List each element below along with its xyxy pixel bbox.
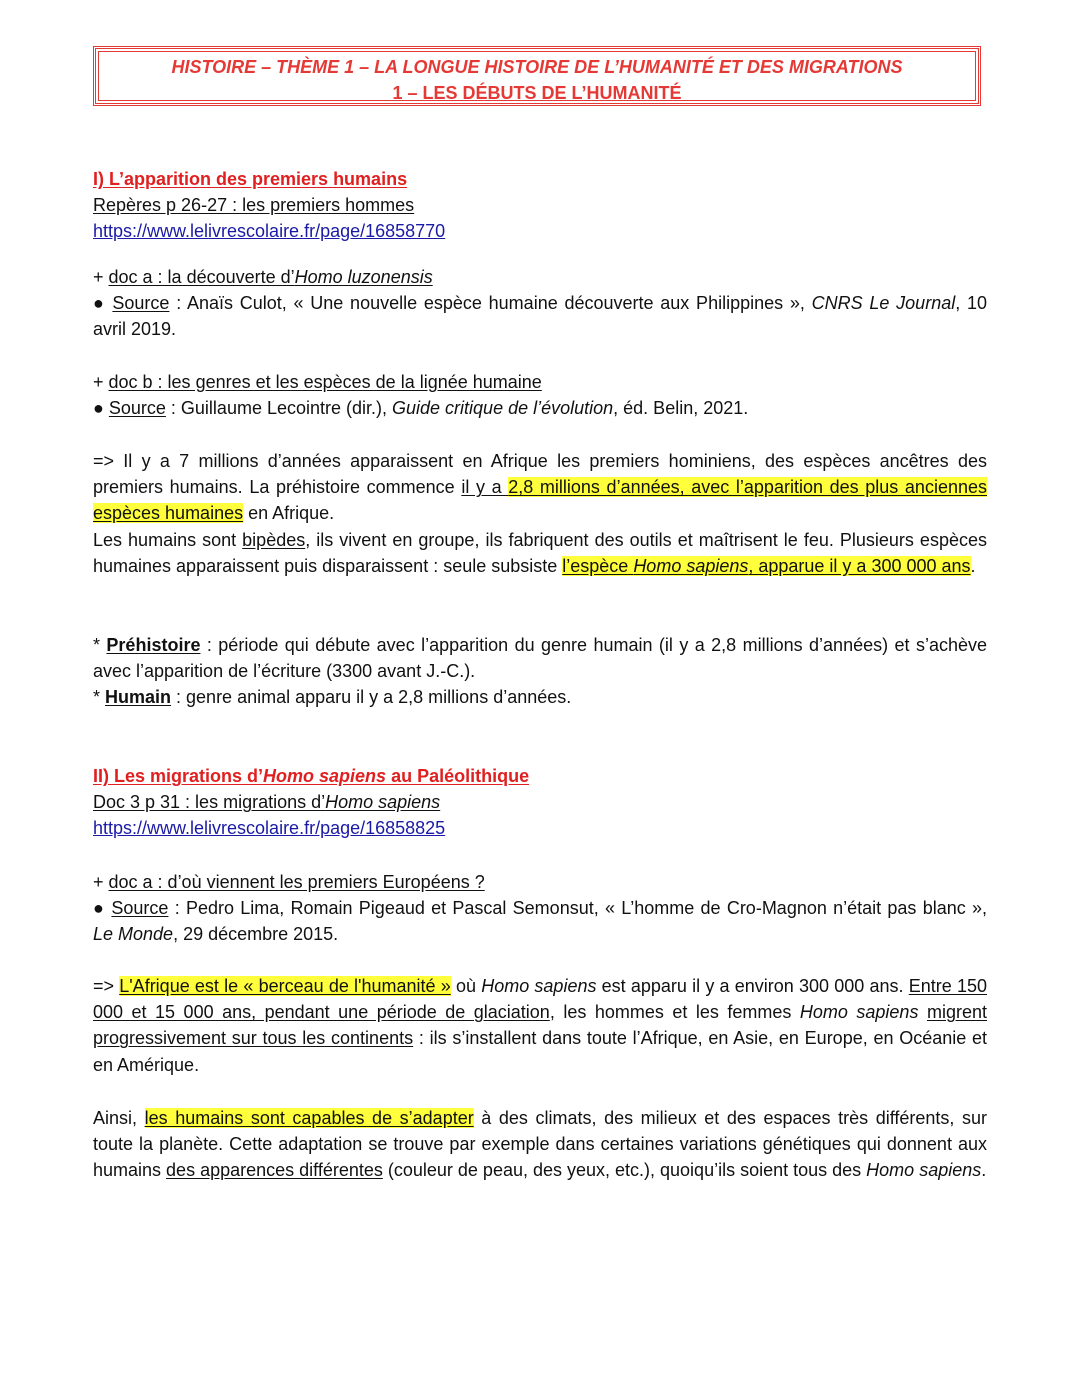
paragraph xyxy=(93,763,987,789)
paragraph xyxy=(93,684,987,710)
title-box xyxy=(93,46,981,106)
text-segment: Homo sapiens xyxy=(325,792,441,813)
text-segment: : Anaïs Culot, « Une nouvelle espèce humaine découverte aux Philippines », xyxy=(169,293,812,314)
paragraph xyxy=(93,369,987,395)
text-segment: Entre 150 000 et 15 000 ans, pendant une période de glaciation xyxy=(93,976,987,1023)
text-segment: , 10 avril 2019. xyxy=(93,293,987,340)
title-line-1: HISTOIRE – THÈME 1 – LA LONGUE HISTOIRE DE L’HUMANITÉ ET DES MIGRATIONS xyxy=(171,57,903,77)
paragraph xyxy=(93,166,987,192)
text-segment: : Pedro Lima, Romain Pigeaud et Pascal Semonsut, « L’homme de Cro-Magnon n’était pas blanc », xyxy=(168,898,987,919)
text-segment: Homo sapiens xyxy=(866,1160,982,1181)
text-segment: : ils s’installent dans toute l’Afrique, en Asie, en Europe, en Océanie et en Amérique. xyxy=(93,1028,988,1075)
paragraph xyxy=(93,789,987,815)
text-segment: Humain xyxy=(105,687,172,708)
text-segment: ● xyxy=(93,398,109,419)
summary-paragraph-1 xyxy=(93,448,987,579)
page-link[interactable]: https://www.lelivrescolaire.fr/page/16858825 xyxy=(93,818,446,839)
text-segment: en Afrique. xyxy=(243,503,335,524)
summary-paragraph-2 xyxy=(93,973,987,1078)
paragraph xyxy=(93,290,987,342)
text-segment: Ainsi, xyxy=(93,1108,145,1128)
text-segment: + xyxy=(93,267,109,287)
section-1-header xyxy=(93,166,987,245)
text-segment: Les humains sont xyxy=(93,529,243,550)
section-heading: au Paléolithique xyxy=(386,766,530,786)
paragraph xyxy=(93,815,987,841)
paragraph xyxy=(93,632,987,684)
text-segment: : genre animal apparu il y a 2,8 millions d’années. xyxy=(171,687,572,708)
paragraph xyxy=(93,973,987,1078)
paragraph xyxy=(93,218,987,244)
highlighted-text: l’espèce xyxy=(562,555,634,576)
highlighted-text: , apparue il y a 300 000 ans xyxy=(748,555,971,576)
text-segment: Préhistoire xyxy=(106,635,201,655)
text-segment xyxy=(918,1002,927,1022)
doc-b-reference xyxy=(93,369,987,421)
text-segment: => xyxy=(93,976,120,996)
paragraph xyxy=(93,527,987,579)
section-2-header xyxy=(93,763,987,842)
text-segment: Source xyxy=(108,398,166,419)
text-segment: Source xyxy=(112,293,170,314)
title-line-2: 1 – LES DÉBUTS DE L’HUMANITÉ xyxy=(392,83,682,103)
highlighted-text: les humains sont capables de s’adapter xyxy=(144,1108,474,1128)
text-segment: il y a xyxy=(461,477,509,498)
text-segment: des apparences différentes xyxy=(166,1160,383,1181)
paragraph xyxy=(93,192,987,218)
section-heading: Homo sapiens xyxy=(263,766,387,786)
text-segment: Homo luzonensis xyxy=(294,267,433,287)
text-segment: Homo sapiens xyxy=(481,976,597,996)
paragraph xyxy=(93,895,987,947)
text-segment: CNRS Le Journal xyxy=(811,293,956,314)
text-segment: bipèdes xyxy=(242,529,306,550)
paragraph xyxy=(93,264,987,290)
text-segment: : Guillaume Lecointre (dir.), xyxy=(165,398,393,419)
text-segment: , éd. Belin, 2021. xyxy=(613,398,749,419)
section-heading: II) Les migrations d’ xyxy=(93,766,264,786)
text-segment: doc b : les genres et les espèces de la lignée humaine xyxy=(108,372,542,392)
highlighted-text: Homo sapiens xyxy=(633,555,749,576)
text-segment: , les hommes et les femmes xyxy=(549,1002,800,1023)
paragraph xyxy=(93,448,987,527)
text-segment: Le Monde xyxy=(93,924,174,945)
definitions xyxy=(93,632,987,711)
text-segment: Homo sapiens xyxy=(799,1002,919,1023)
text-segment: Repères p 26-27 : les premiers hommes xyxy=(93,195,415,216)
highlighted-text: 2,8 millions d’années, avec l’apparition des plus anciennes espèces humaines xyxy=(93,477,987,524)
text-segment: * xyxy=(93,635,107,655)
text-segment: (couleur de peau, des yeux, etc.), quoiqu’ils soient tous des xyxy=(382,1160,867,1181)
text-segment: où xyxy=(450,976,482,996)
text-segment: doc a : d’où viennent les premiers Européens ? xyxy=(108,872,485,892)
summary-paragraph-3 xyxy=(93,1105,987,1184)
text-segment: ● xyxy=(93,293,113,314)
text-segment: + xyxy=(93,872,109,892)
text-segment: . xyxy=(970,555,976,576)
text-segment: + xyxy=(93,372,109,392)
text-segment: ● xyxy=(93,898,112,919)
text-segment: Doc 3 p 31 : les migrations d’ xyxy=(93,792,326,813)
text-segment: , ils vivent en groupe, ils fabriquent des outils et maîtrisent le feu. Plusieurs espèces humaines apparaissent puis disparaissent : seule subsiste xyxy=(93,529,987,576)
paragraph xyxy=(93,395,987,421)
text-segment: doc a : la découverte d’ xyxy=(108,267,295,287)
text-segment: . xyxy=(981,1160,987,1181)
text-segment: migrent progressivement sur tous les continents xyxy=(93,1002,987,1049)
highlighted-text: L'Afrique est le « berceau de l'humanité » xyxy=(119,976,451,996)
text-segment: : période qui débute avec l’apparition du genre humain (il y a 2,8 millions d’années) et s’achève avec l’apparition de l’écriture (3300 avant J.-C.). xyxy=(93,635,987,682)
text-segment: Guide critique de l’évolution xyxy=(392,398,614,419)
doc-a-reference-2 xyxy=(93,869,987,948)
text-segment: => Il y a 7 millions d’années apparaissent en Afrique les premiers hominiens, des espèces ancêtres des premiers humains. La préhistoire commence xyxy=(93,451,987,498)
section-heading: I) L’apparition des premiers humains xyxy=(93,169,408,189)
text-segment: à des climats, des milieux et des espaces très différents, sur toute la planète. Cette adaptation se trouve par exemple dans certaines variations génétiques qui donnent aux humains xyxy=(93,1108,987,1181)
paragraph xyxy=(93,1105,987,1184)
text-segment: Source xyxy=(111,898,169,919)
text-segment: est apparu il y a environ 300 000 ans. xyxy=(596,976,909,996)
page-link[interactable]: https://www.lelivrescolaire.fr/page/16858770 xyxy=(93,221,446,242)
doc-a-reference xyxy=(93,264,987,343)
paragraph xyxy=(93,869,987,895)
text-segment: * xyxy=(93,687,106,708)
text-segment: , 29 décembre 2015. xyxy=(173,924,339,945)
